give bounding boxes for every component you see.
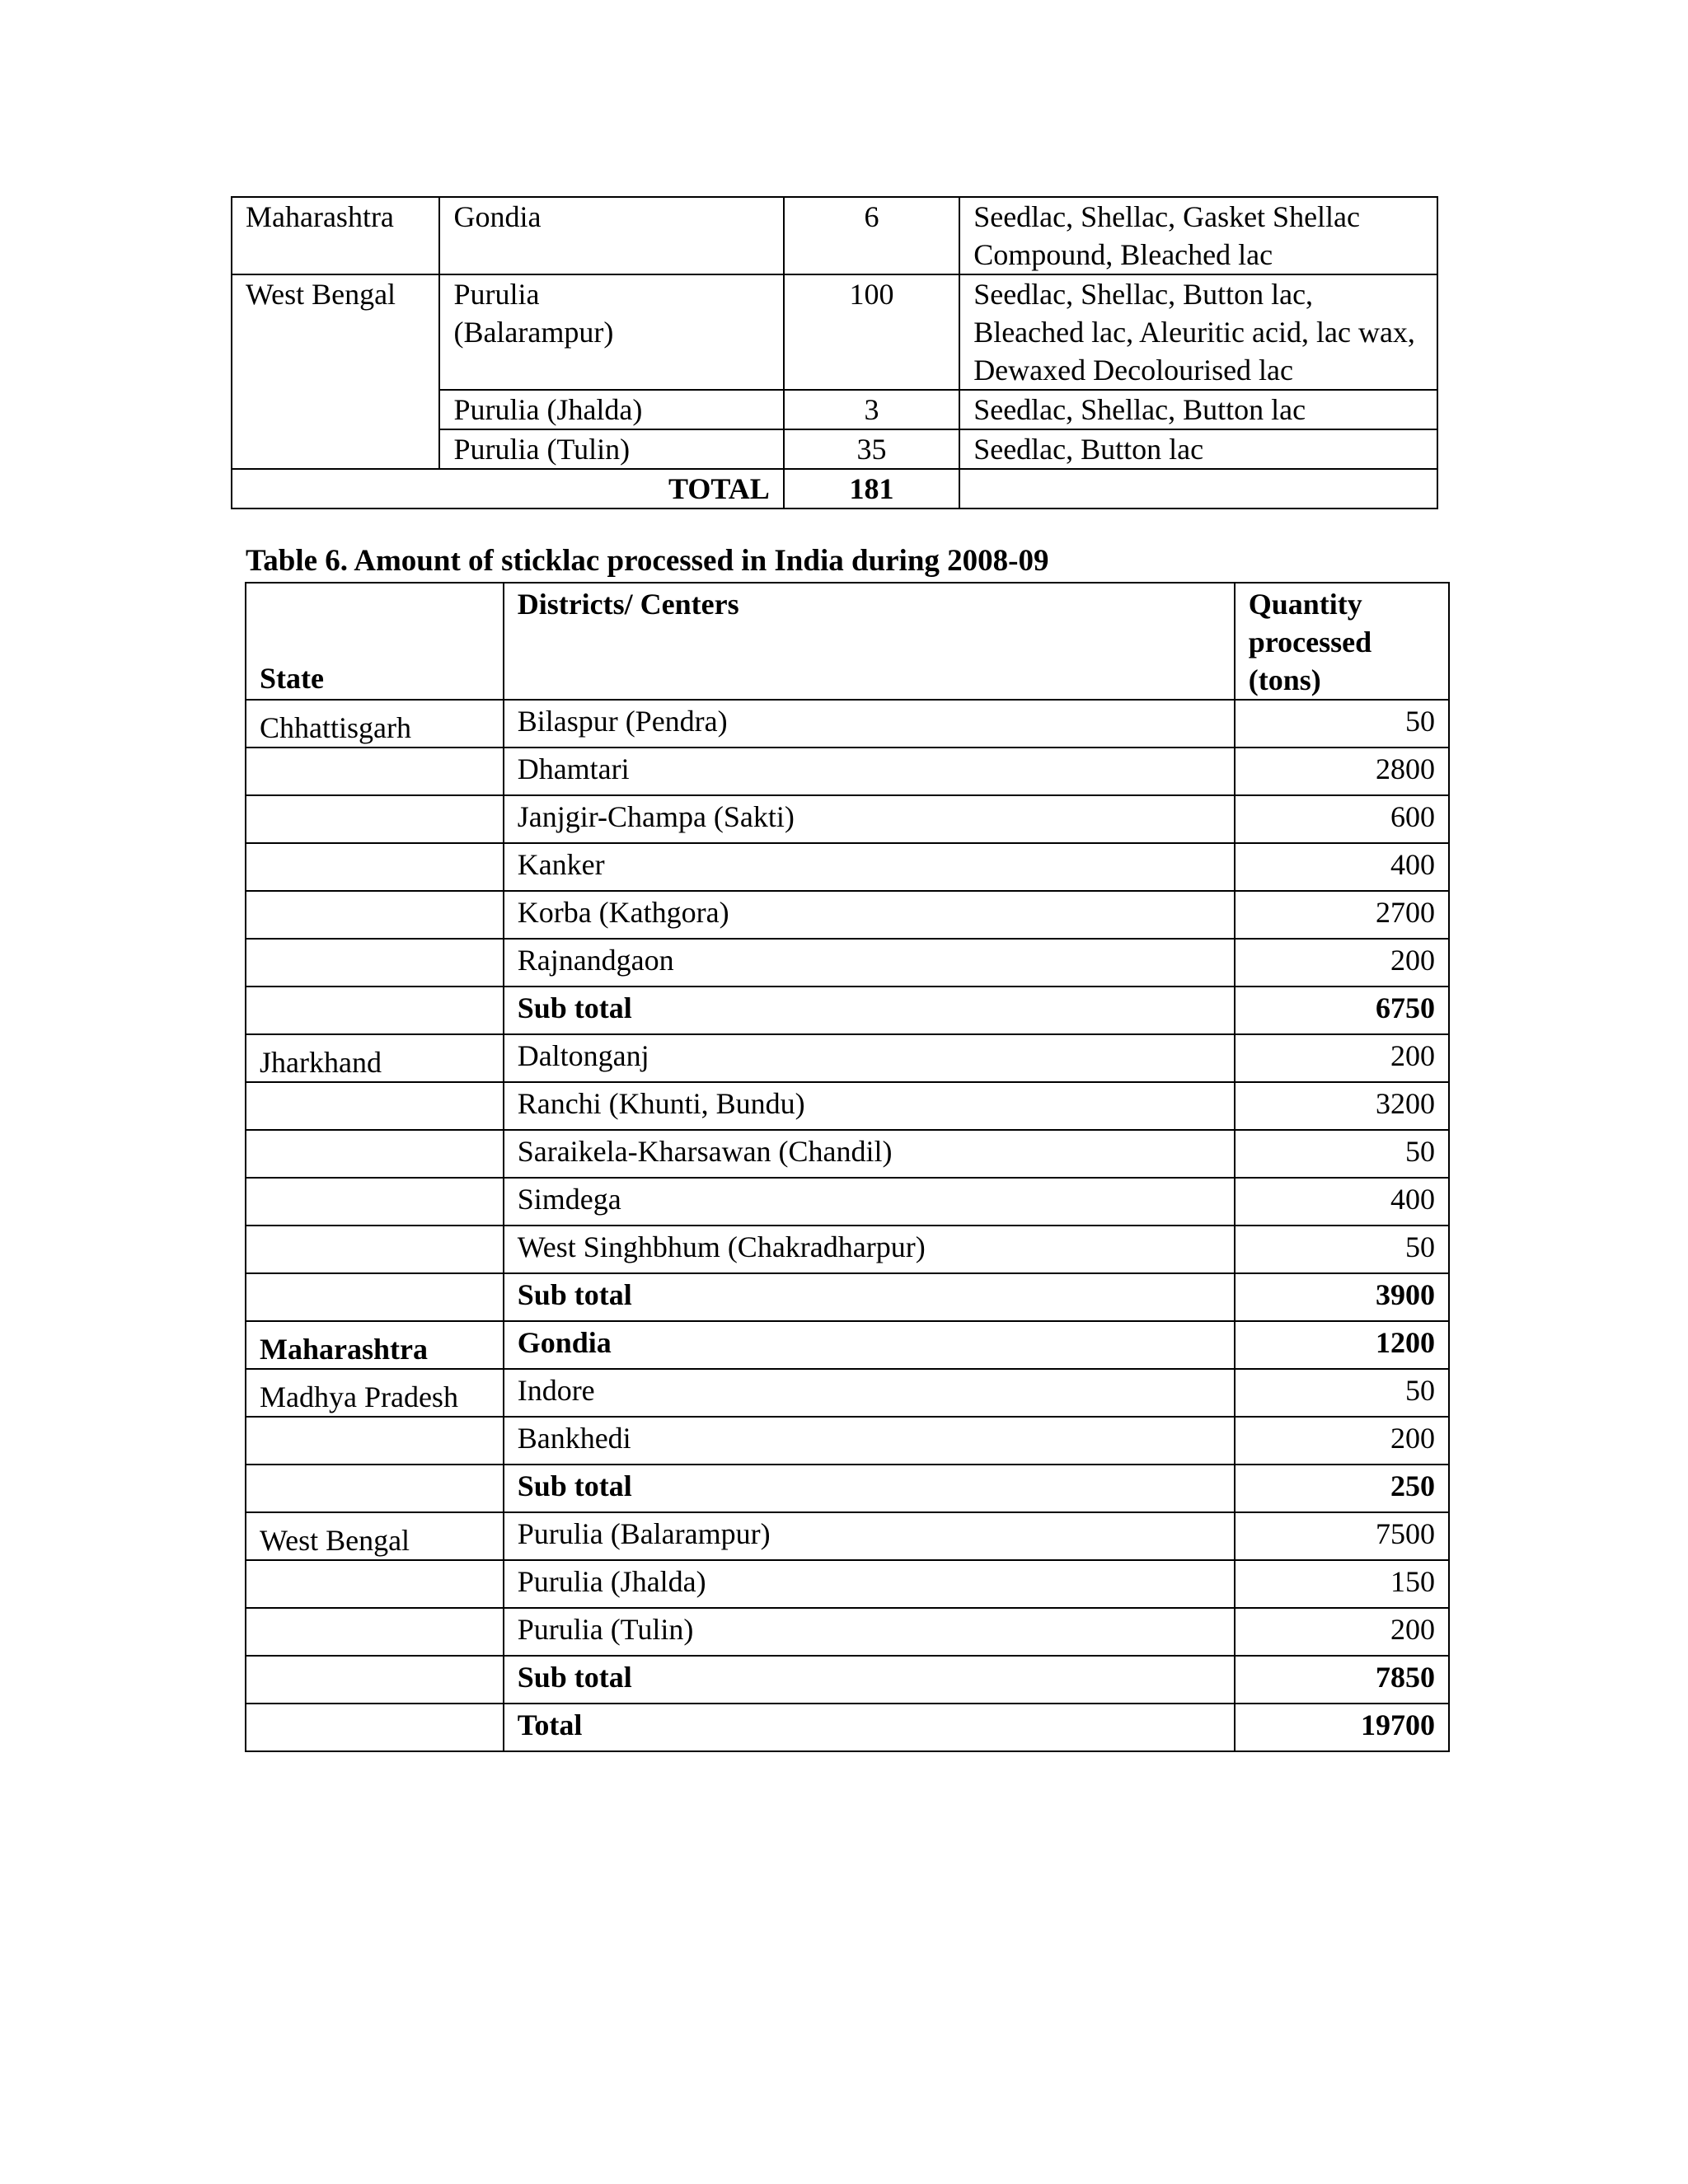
quantity-cell: 200	[1235, 1608, 1449, 1656]
district-cell: Purulia (Balarampur)	[439, 274, 783, 390]
district-cell: Indore	[504, 1369, 1235, 1417]
table-row	[246, 1465, 1449, 1512]
state-cell	[246, 748, 504, 795]
quantity-cell: 3900	[1235, 1273, 1449, 1321]
table-row	[246, 1608, 1449, 1656]
district-cell: Purulia (Balarampur)	[504, 1512, 1235, 1560]
district-cell: Kanker	[504, 843, 1235, 891]
quantity-cell: 2800	[1235, 748, 1449, 795]
products-cell: Seedlac, Button lac	[959, 429, 1437, 469]
table-row	[246, 1082, 1449, 1130]
district-cell: Bilaspur (Pendra)	[504, 700, 1235, 748]
table-row	[246, 1321, 1449, 1369]
state-cell	[246, 987, 504, 1034]
total-value: 181	[784, 469, 959, 509]
quantity-cell: 7850	[1235, 1656, 1449, 1704]
quantity-cell: 1200	[1235, 1321, 1449, 1369]
table-row	[232, 429, 1437, 469]
quantity-cell: 6750	[1235, 987, 1449, 1034]
quantity-cell: 400	[1235, 1178, 1449, 1226]
district-cell: Simdega	[504, 1178, 1235, 1226]
table-row	[246, 1178, 1449, 1226]
table-row	[246, 1226, 1449, 1273]
quantity-cell: 250	[1235, 1465, 1449, 1512]
district-cell: Rajnandgaon	[504, 939, 1235, 987]
table-body	[246, 700, 1449, 1751]
lac-units-table	[231, 196, 1438, 509]
state-cell	[246, 843, 504, 891]
district-cell: Sub total	[504, 1465, 1235, 1512]
table-row	[232, 390, 1437, 429]
state-cell	[232, 429, 439, 469]
table-row	[246, 1512, 1449, 1560]
units-cell: 6	[784, 197, 959, 274]
state-cell: West Bengal	[246, 1512, 504, 1560]
table-row	[246, 795, 1449, 843]
district-cell: Korba (Kathgora)	[504, 891, 1235, 939]
units-cell: 35	[784, 429, 959, 469]
district-cell: Total	[504, 1704, 1235, 1751]
table-row	[246, 843, 1449, 891]
table-row	[246, 1273, 1449, 1321]
quantity-cell: 3200	[1235, 1082, 1449, 1130]
table-row	[246, 987, 1449, 1034]
state-cell	[246, 1226, 504, 1273]
quantity-cell: 2700	[1235, 891, 1449, 939]
sticklac-processed-table	[245, 582, 1450, 1752]
quantity-cell: 19700	[1235, 1704, 1449, 1751]
total-row	[232, 469, 1437, 509]
header-quantity: Quantity processed (tons)	[1235, 583, 1449, 700]
quantity-cell: 200	[1235, 1417, 1449, 1465]
table-row	[246, 1656, 1449, 1704]
total-empty-cell	[959, 469, 1437, 509]
quantity-cell: 150	[1235, 1560, 1449, 1608]
header-row	[246, 583, 1449, 700]
state-cell	[246, 1130, 504, 1178]
header-state: State	[246, 583, 504, 700]
state-cell: West Bengal	[232, 274, 439, 390]
state-cell	[246, 1178, 504, 1226]
table-row	[246, 1369, 1449, 1417]
quantity-cell: 200	[1235, 1034, 1449, 1082]
state-cell	[246, 1082, 504, 1130]
quantity-cell: 50	[1235, 1130, 1449, 1178]
state-cell	[246, 1417, 504, 1465]
units-cell: 3	[784, 390, 959, 429]
district-cell: Dhamtari	[504, 748, 1235, 795]
table-caption: Table 6. Amount of sticklac processed in India during 2008-09	[246, 544, 1049, 578]
table-row	[246, 1704, 1449, 1751]
district-cell: Janjgir-Champa (Sakti)	[504, 795, 1235, 843]
state-cell	[246, 891, 504, 939]
total-label: TOTAL	[232, 469, 784, 509]
state-cell: Chhattisgarh	[246, 700, 504, 748]
table-row	[246, 1130, 1449, 1178]
table-row	[232, 274, 1437, 390]
table-row	[246, 1560, 1449, 1608]
table-row	[246, 700, 1449, 748]
district-cell: Purulia (Tulin)	[439, 429, 783, 469]
state-cell	[246, 939, 504, 987]
state-cell	[246, 1273, 504, 1321]
table-row	[246, 891, 1449, 939]
header-district: Districts/ Centers	[504, 583, 1235, 700]
quantity-cell: 400	[1235, 843, 1449, 891]
state-cell	[246, 1560, 504, 1608]
state-cell	[246, 1656, 504, 1704]
state-cell: Madhya Pradesh	[246, 1369, 504, 1417]
state-cell	[246, 1608, 504, 1656]
district-cell: Saraikela-Kharsawan (Chandil)	[504, 1130, 1235, 1178]
quantity-cell: 200	[1235, 939, 1449, 987]
district-cell: West Singhbhum (Chakradharpur)	[504, 1226, 1235, 1273]
district-cell: Sub total	[504, 987, 1235, 1034]
district-cell: Purulia (Tulin)	[504, 1608, 1235, 1656]
district-cell: Ranchi (Khunti, Bundu)	[504, 1082, 1235, 1130]
district-cell: Bankhedi	[504, 1417, 1235, 1465]
table-row	[246, 748, 1449, 795]
state-cell	[246, 1465, 504, 1512]
district-cell: Gondia	[504, 1321, 1235, 1369]
district-cell: Purulia (Jhalda)	[504, 1560, 1235, 1608]
quantity-cell: 7500	[1235, 1512, 1449, 1560]
table-row	[246, 939, 1449, 987]
state-cell	[246, 795, 504, 843]
state-cell: Maharashtra	[246, 1321, 504, 1369]
units-cell: 100	[784, 274, 959, 390]
district-cell: Purulia (Jhalda)	[439, 390, 783, 429]
district-cell: Daltonganj	[504, 1034, 1235, 1082]
quantity-cell: 600	[1235, 795, 1449, 843]
table-row	[246, 1417, 1449, 1465]
quantity-cell: 50	[1235, 1369, 1449, 1417]
district-cell: Sub total	[504, 1273, 1235, 1321]
quantity-cell: 50	[1235, 1226, 1449, 1273]
products-cell: Seedlac, Shellac, Button lac	[959, 390, 1437, 429]
state-cell	[232, 390, 439, 429]
state-cell	[246, 1704, 504, 1751]
state-cell: Maharashtra	[232, 197, 439, 274]
table-row	[232, 197, 1437, 274]
state-cell: Jharkhand	[246, 1034, 504, 1082]
products-cell: Seedlac, Shellac, Gasket Shellac Compound, Bleached lac	[959, 197, 1437, 274]
products-cell: Seedlac, Shellac, Button lac, Bleached lac, Aleuritic acid, lac wax, Dewaxed Decolourised lac	[959, 274, 1437, 390]
quantity-cell: 50	[1235, 700, 1449, 748]
district-cell: Gondia	[439, 197, 783, 274]
table-row	[246, 1034, 1449, 1082]
district-cell: Sub total	[504, 1656, 1235, 1704]
